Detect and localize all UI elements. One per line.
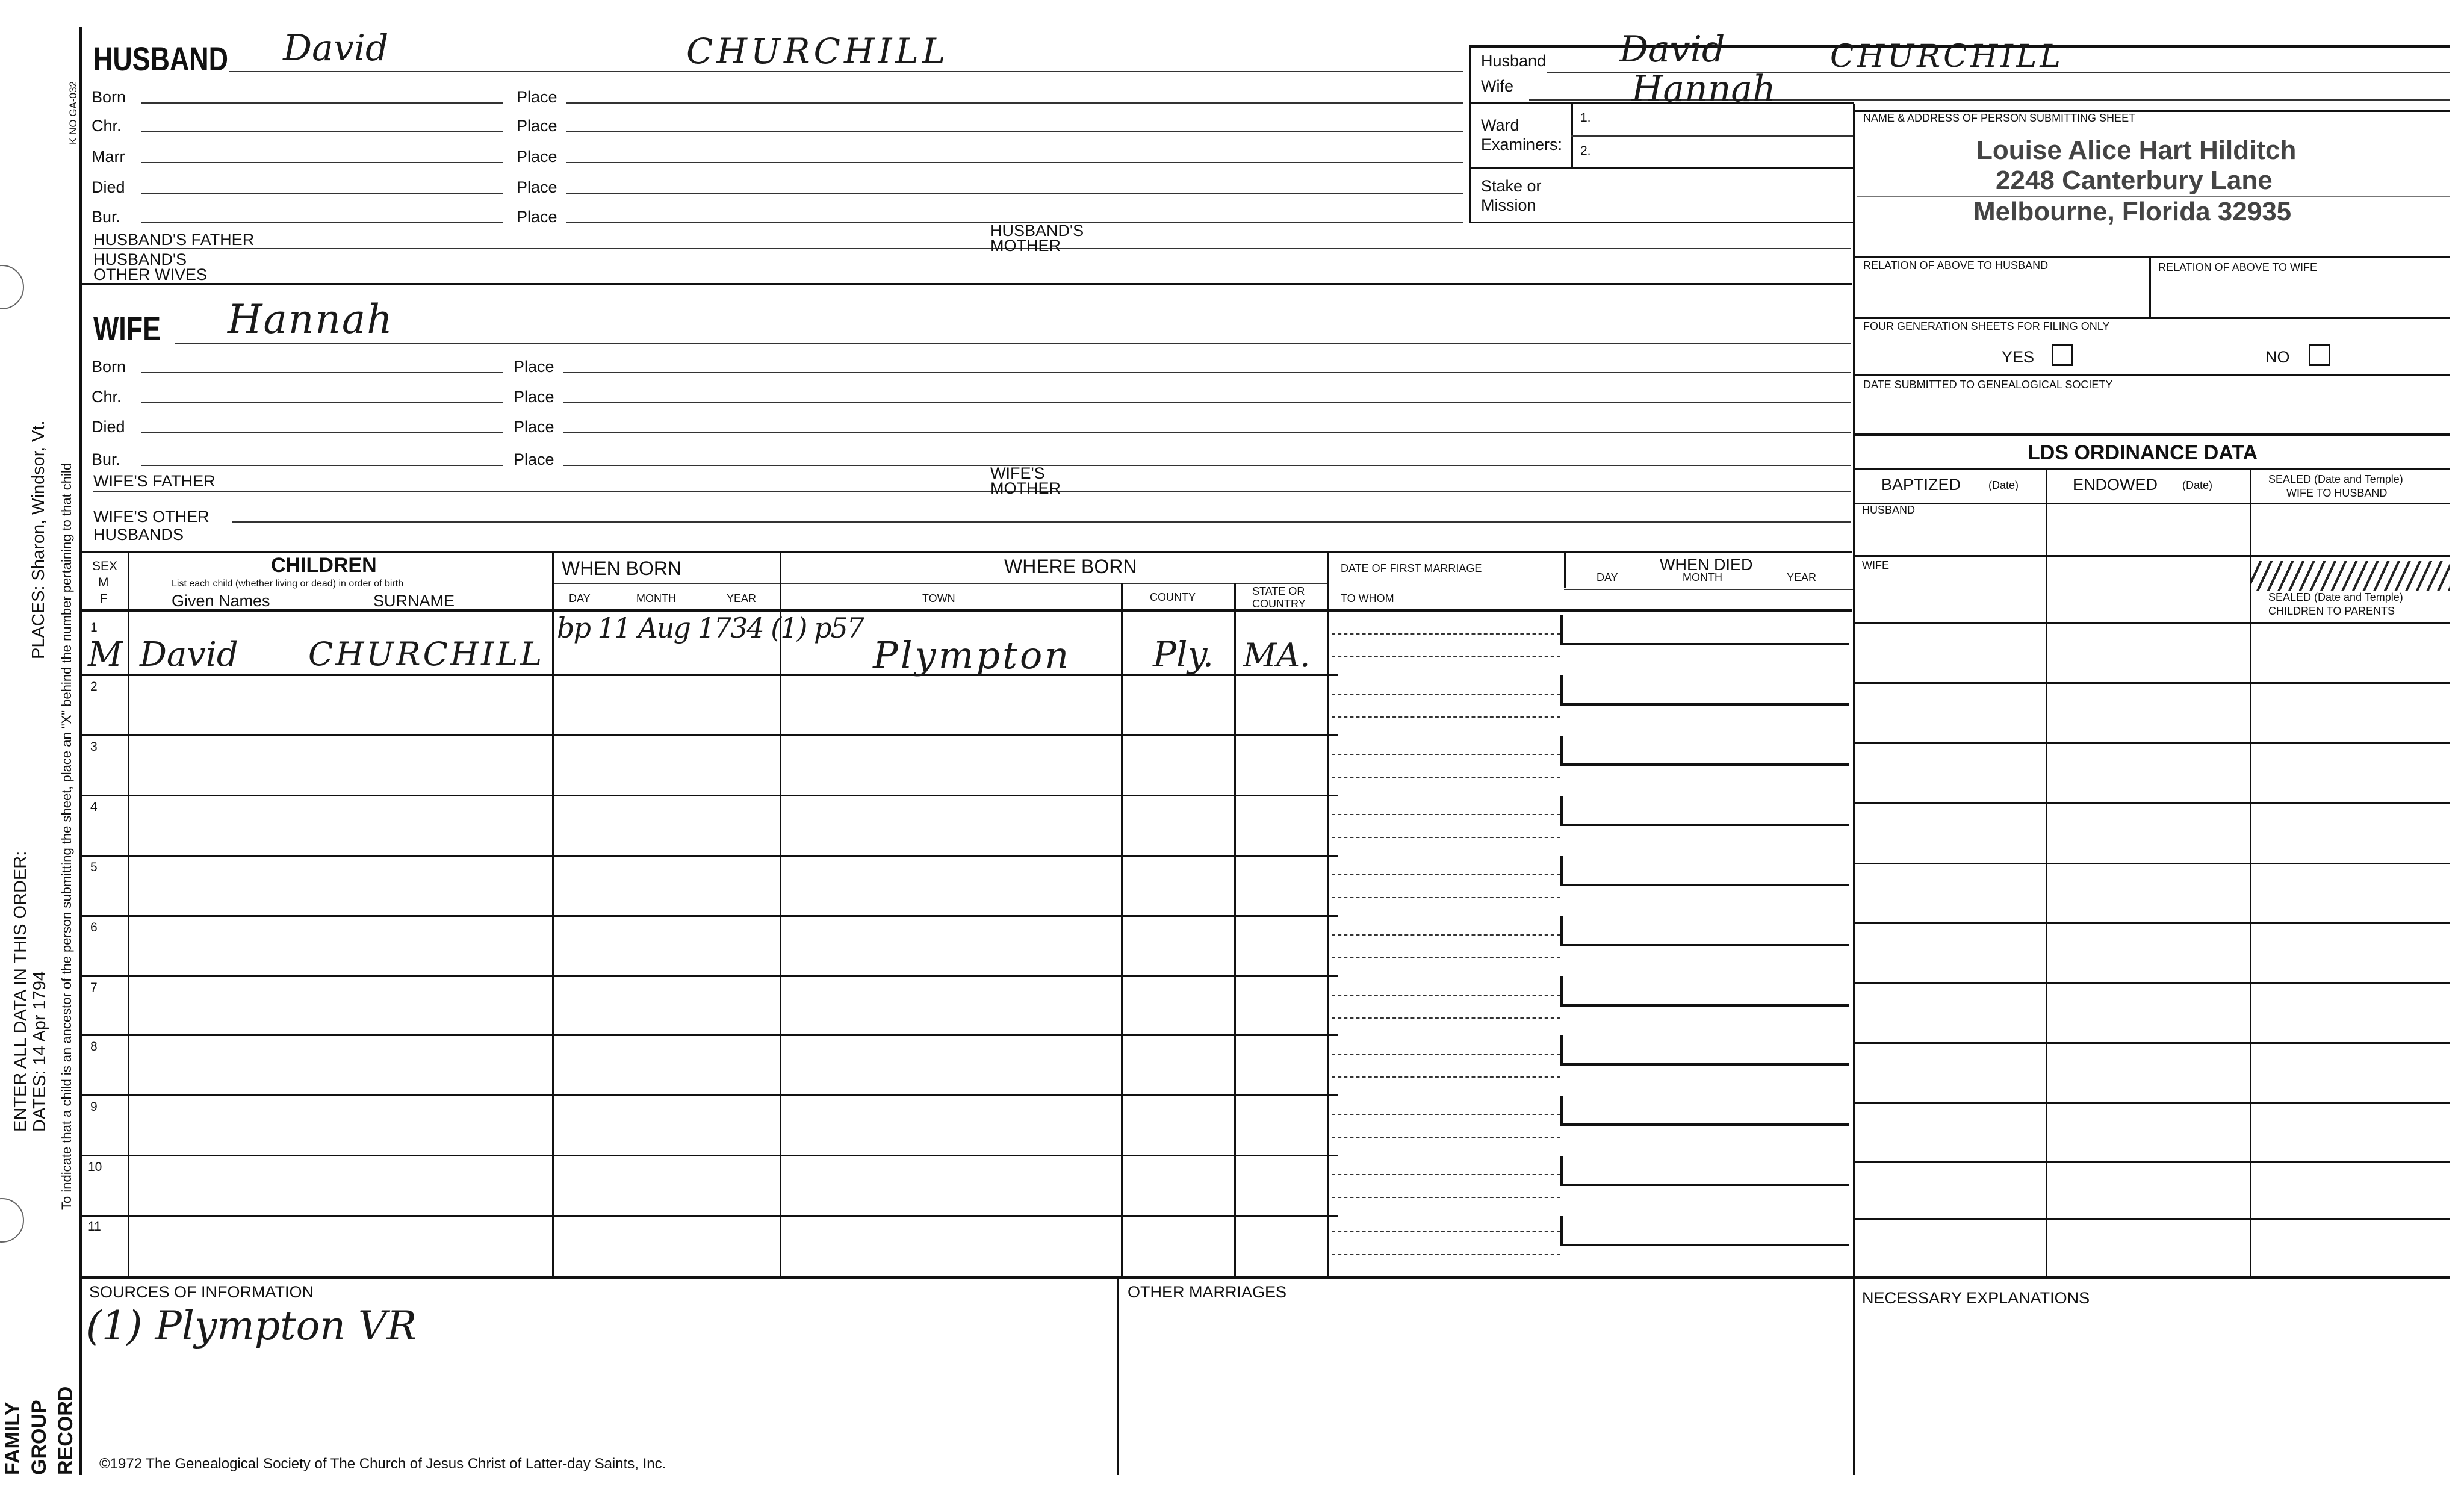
- date-submitted-top: [1853, 374, 2450, 376]
- row-2-to-whom-line: [1332, 716, 1560, 718]
- husbands-mother-label-1: HUSBAND'S: [990, 222, 1084, 240]
- other-marriages-label: OTHER MARRIAGES: [1128, 1283, 1287, 1301]
- necessary-explanations-label: NECESSARY EXPLANATIONS: [1862, 1289, 2090, 1307]
- dates-example: DATES: 14 Apr 1794: [30, 970, 49, 1132]
- child-1-when-born: bp 11 Aug 1734 (1) p57: [557, 612, 864, 644]
- row-5-marriage-date-line: [1332, 874, 1560, 875]
- col-to-whom-label: TO WHOM: [1341, 592, 1394, 604]
- col-line-born: [780, 551, 781, 1277]
- col-line-state: [1327, 551, 1329, 1277]
- husband-bur-line: [141, 222, 503, 223]
- row-6-died-bracket: [1560, 916, 1563, 946]
- lds-title: LDS ORDINANCE DATA: [2028, 441, 2258, 464]
- row-1-number: 1: [90, 621, 98, 635]
- row-7-died-line: [1560, 1004, 1849, 1007]
- row-5-to-whom-line: [1332, 897, 1560, 898]
- relation-divider: [2149, 256, 2151, 317]
- husband-chr-place-line: [566, 131, 1463, 132]
- family-title: FAMILY: [1, 1401, 24, 1475]
- fourgen-yes-checkbox[interactable]: [2052, 344, 2073, 366]
- husband-heading: HUSBAND: [93, 40, 228, 78]
- children-table-bottom: [79, 1276, 1854, 1279]
- child-row-sep-9: [79, 1155, 1338, 1156]
- col-died-year-label: YEAR: [1787, 571, 1817, 583]
- row-7-number: 7: [90, 981, 98, 995]
- lds-header-bottom: [1853, 503, 2450, 504]
- row-6-marriage-date-line: [1332, 934, 1560, 936]
- wifes-mother-label-1: WIFE'S: [990, 464, 1045, 482]
- lds-sealed-children-2: CHILDREN TO PARENTS: [2268, 605, 2395, 617]
- relation-top: [1853, 256, 2450, 258]
- wife-bur-label: Bur.: [92, 450, 121, 468]
- row-4-to-whom-line: [1332, 837, 1560, 838]
- wife-born-place-label: Place: [514, 358, 554, 376]
- wife-chr-line: [141, 402, 503, 403]
- row-2-died-bracket: [1560, 675, 1563, 706]
- row-8-to-whom-line: [1332, 1076, 1560, 1078]
- wife-bur-place-label: Place: [514, 450, 554, 468]
- hb-examiner-1: 1.: [1580, 111, 1591, 125]
- child-1-given-name: David: [140, 635, 238, 674]
- col-town-label: TOWN: [922, 592, 955, 604]
- relation-husband-label: RELATION OF ABOVE TO HUSBAND: [1863, 259, 2049, 272]
- submitter-name: Louise Alice Hart Hilditch: [1976, 135, 2297, 165]
- indicate-instruction: To indicate that a child is an ancestor of the person submitting the sheet, place an "X" behind the number pertaining to that child: [59, 462, 74, 1210]
- fourgen-top: [1853, 317, 2450, 319]
- fourgen-no-label: NO: [2265, 348, 2290, 366]
- header-box-left: [1469, 45, 1471, 223]
- wife-died-label: Died: [92, 418, 125, 436]
- record-title: RECORD: [54, 1386, 77, 1475]
- hb-wife-label: Wife: [1481, 77, 1513, 95]
- left-border: [79, 27, 82, 1475]
- child-1-town: Plympton: [873, 633, 1072, 677]
- enter-data-instruction: ENTER ALL DATA IN THIS ORDER:: [11, 851, 30, 1132]
- husband-marr-place-line: [566, 162, 1463, 163]
- lds-row-7: [1853, 982, 2450, 984]
- wifes-other-husbands-line: [232, 521, 1851, 523]
- husband-born-place-label: Place: [517, 88, 557, 106]
- lds-row-5: [1853, 863, 2450, 864]
- col-died-day-label: DAY: [1597, 571, 1618, 583]
- wife-chr-place-line: [563, 402, 1851, 403]
- row-4-died-bracket: [1560, 796, 1563, 826]
- col-when-born-label: WHEN BORN: [562, 557, 682, 579]
- lds-baptized-date: (Date): [1988, 479, 2019, 491]
- husband-died-line: [141, 193, 503, 194]
- col-line-county: [1234, 583, 1236, 1277]
- hb-examiner-1-line: [1571, 135, 1854, 137]
- col-line-marriage: [1564, 551, 1566, 588]
- col-month-label: MONTH: [636, 592, 676, 604]
- row-5-died-line: [1560, 884, 1849, 886]
- husband-given-name: David: [283, 27, 389, 69]
- wife-born-label: Born: [92, 358, 126, 376]
- row-3-died-bracket: [1560, 736, 1563, 766]
- lds-row-11: [1853, 1218, 2450, 1220]
- row-1-marriage-date-line: [1332, 633, 1560, 635]
- row-2-died-line: [1560, 703, 1849, 706]
- wife-section-bottom: [79, 551, 1852, 553]
- wifes-mother-label-2: MOTHER: [990, 479, 1061, 497]
- hb-stake-label-1: Stake or: [1481, 177, 1542, 195]
- husband-chr-label: Chr.: [92, 117, 122, 135]
- hb-examiners-label: Examiners:: [1481, 135, 1563, 154]
- child-1-state: MA.: [1243, 636, 1311, 674]
- wife-born-line: [141, 372, 503, 373]
- lds-endowed: ENDOWED: [2073, 476, 2158, 494]
- row-11-died-line: [1560, 1244, 1849, 1246]
- husband-died-place-line: [566, 193, 1463, 194]
- husbands-mother-label-2: MOTHER: [990, 237, 1061, 255]
- col-day-label: DAY: [569, 592, 591, 604]
- row-3-died-line: [1560, 763, 1849, 766]
- row-7-died-bracket: [1560, 976, 1563, 1007]
- husband-marr-label: Marr: [92, 147, 125, 166]
- row-5-number: 5: [90, 860, 98, 874]
- row-2-marriage-date-line: [1332, 694, 1560, 695]
- husband-bur-label: Bur.: [92, 208, 121, 226]
- lds-row-10: [1853, 1161, 2450, 1163]
- fourgen-no-checkbox[interactable]: [2309, 344, 2330, 366]
- fourgen-label: FOUR GENERATION SHEETS FOR FILING ONLY: [1863, 320, 2110, 332]
- col-sex-label: SEX: [92, 559, 118, 573]
- where-born-underline: [781, 583, 1329, 584]
- row-9-died-bracket: [1560, 1096, 1563, 1126]
- husbands-other-wives-2: OTHER WIVES: [93, 265, 208, 284]
- lds-row-2: [1853, 682, 2450, 684]
- hb-stake-bottom: [1469, 222, 1854, 223]
- row-11-to-whom-line: [1332, 1254, 1560, 1255]
- lds-bottom: [1853, 1276, 2450, 1279]
- when-born-underline: [552, 583, 781, 584]
- hb-ward-label: Ward: [1481, 116, 1519, 134]
- husband-born-label: Born: [92, 88, 126, 106]
- husband-chr-line: [141, 131, 503, 132]
- binder-hole-bottom: [0, 1198, 24, 1243]
- fourgen-yes-label: YES: [2002, 348, 2035, 366]
- lds-wife-label: WIFE: [1862, 559, 1889, 571]
- row-8-died-bracket: [1560, 1035, 1563, 1066]
- child-row-sep-4: [79, 855, 1338, 857]
- col-when-died-label: WHEN DIED: [1660, 556, 1753, 574]
- child-row-sep-7: [79, 1034, 1338, 1036]
- wife-died-place-label: Place: [514, 418, 554, 436]
- lds-row-1: [1853, 622, 2450, 624]
- col-county-label: COUNTY: [1150, 591, 1196, 603]
- row-3-to-whom-line: [1332, 777, 1560, 778]
- col-line-name: [552, 551, 554, 1277]
- col-line-num: [128, 551, 129, 1277]
- wifes-other-husbands-1: WIFE'S OTHER: [93, 507, 209, 526]
- lds-sealed-children-1: SEALED (Date and Temple): [2268, 591, 2403, 603]
- row-10-died-line: [1560, 1184, 1849, 1186]
- husband-died-place-label: Place: [517, 178, 557, 196]
- col-died-month-label: MONTH: [1683, 571, 1722, 583]
- wife-died-place-line: [563, 432, 1851, 433]
- husband-marr-place-label: Place: [517, 147, 557, 166]
- lds-husband-label: HUSBAND: [1862, 504, 1916, 516]
- col-children-label: CHILDREN: [271, 554, 377, 577]
- col-children-instruction: List each child (whether living or dead) in order of birth: [172, 579, 404, 589]
- row-6-to-whom-line: [1332, 957, 1560, 958]
- husband-chr-place-label: Place: [517, 117, 557, 135]
- hb-husband-given: David: [1619, 28, 1725, 70]
- row-7-to-whom-line: [1332, 1017, 1560, 1019]
- col-state-label-1: STATE OR: [1252, 585, 1305, 597]
- group-title: GROUP: [28, 1400, 51, 1475]
- husband-surname: CHURCHILL: [686, 31, 949, 72]
- lds-sealed-1: SEALED (Date and Temple): [2268, 473, 2403, 485]
- right-column-divider: [1853, 104, 1855, 1475]
- row-9-marriage-date-line: [1332, 1114, 1560, 1115]
- hb-stake-label-2: Mission: [1481, 196, 1536, 214]
- husbands-parents-line: [93, 248, 1851, 249]
- row-10-marriage-date-line: [1332, 1174, 1560, 1175]
- submitter-street: 2248 Canterbury Lane: [1996, 166, 2273, 195]
- row-1-to-whom-line: [1332, 656, 1560, 657]
- submitter-city: Melbourne, Florida 32935: [1973, 197, 2292, 226]
- wife-name-line: [175, 343, 1851, 344]
- lds-baptized: BAPTIZED: [1881, 476, 1961, 494]
- hb-examiners-bottom: [1469, 167, 1854, 169]
- husband-bur-place-label: Place: [517, 208, 557, 226]
- lds-row-6: [1853, 922, 2450, 924]
- hb-wife-given: Hannah: [1631, 68, 1776, 110]
- lds-top: [1853, 433, 2450, 436]
- date-submitted-label: DATE SUBMITTED TO GENEALOGICAL SOCIETY: [1863, 379, 2113, 391]
- lds-title-bottom: [1853, 468, 2450, 470]
- row-10-number: 10: [88, 1160, 102, 1174]
- col-state-label-2: COUNTRY: [1252, 598, 1306, 610]
- child-row-sep-6: [79, 975, 1338, 977]
- row-3-number: 3: [90, 740, 98, 754]
- wife-died-line: [141, 432, 503, 433]
- col-line-town: [1121, 583, 1123, 1277]
- col-given-names-label: Given Names: [172, 592, 270, 610]
- wifes-parents-line: [93, 491, 1851, 492]
- row-11-died-bracket: [1560, 1216, 1563, 1246]
- row-4-died-line: [1560, 824, 1849, 826]
- wifes-other-husbands-2: HUSBANDS: [93, 526, 184, 544]
- wife-bur-place-line: [563, 465, 1851, 466]
- row-10-to-whom-line: [1332, 1197, 1560, 1198]
- husband-died-label: Died: [92, 178, 125, 196]
- lds-row-9: [1853, 1102, 2450, 1104]
- row-3-marriage-date-line: [1332, 754, 1560, 755]
- lds-husband-bottom: [1853, 555, 2450, 557]
- child-row-sep-2: [79, 734, 1338, 736]
- child-1-surname: CHURCHILL: [308, 635, 545, 673]
- row-11-number: 11: [88, 1220, 101, 1234]
- row-8-died-line: [1560, 1063, 1849, 1066]
- row-4-marriage-date-line: [1332, 814, 1560, 815]
- husband-marr-line: [141, 162, 503, 163]
- wife-born-place-line: [563, 372, 1851, 373]
- husband-born-place-line: [566, 102, 1463, 104]
- row-11-marriage-date-line: [1332, 1231, 1560, 1232]
- binder-hole-top: [0, 265, 24, 309]
- row-1-died-bracket: [1560, 615, 1563, 645]
- husbands-father-label: HUSBAND'S FATHER: [93, 231, 255, 249]
- col-m-label: M: [98, 576, 109, 589]
- lds-col-1: [2046, 468, 2047, 1277]
- other-marriages-divider: [1117, 1277, 1119, 1475]
- wife-bur-line: [141, 465, 503, 466]
- hb-husband-surname: CHURCHILL: [1830, 39, 2064, 75]
- wife-chr-label: Chr.: [92, 388, 122, 406]
- copyright: ©1972 The Genealogical Society of The Church of Jesus Christ of Latter-day Saints, Inc.: [99, 1456, 666, 1472]
- husbands-other-wives-1: HUSBAND'S: [93, 250, 187, 268]
- row-4-number: 4: [90, 800, 98, 814]
- submitter-line: [1857, 196, 2450, 197]
- row-10-died-bracket: [1560, 1156, 1563, 1186]
- when-died-underline: [1564, 589, 1853, 590]
- husband-born-line: [141, 102, 503, 104]
- lds-sealed-2: WIFE TO HUSBAND: [2286, 487, 2388, 499]
- col-first-marriage-label: DATE OF FIRST MARRIAGE: [1341, 562, 1482, 574]
- husband-section-bottom: [79, 283, 1852, 285]
- form-number: K NO GA-032: [67, 81, 79, 144]
- wife-given-name: Hannah: [228, 296, 394, 343]
- child-row-sep-10: [79, 1215, 1338, 1217]
- child-1-county: Ply.: [1153, 634, 1214, 675]
- lds-row-4: [1853, 802, 2450, 804]
- wifes-father-label: WIFE'S FATHER: [93, 472, 216, 490]
- hb-husband-label: Husband: [1481, 52, 1547, 70]
- children-header-bottom: [79, 609, 1852, 612]
- sources-label: SOURCES OF INFORMATION: [89, 1283, 314, 1301]
- col-year-label: YEAR: [727, 592, 757, 604]
- row-9-number: 9: [90, 1100, 98, 1114]
- child-row-sep-8: [79, 1094, 1338, 1096]
- relation-wife-label: RELATION OF ABOVE TO WIFE: [2158, 261, 2318, 273]
- row-8-marriage-date-line: [1332, 1054, 1560, 1055]
- col-surname-label: SURNAME: [373, 592, 455, 610]
- wife-heading: WIFE: [93, 309, 161, 347]
- row-9-died-line: [1560, 1123, 1849, 1126]
- lds-endowed-date: (Date): [2182, 479, 2213, 491]
- lds-row-8: [1853, 1042, 2450, 1044]
- row-6-number: 6: [90, 920, 98, 934]
- row-2-number: 2: [90, 680, 98, 694]
- child-row-sep-3: [79, 795, 1338, 796]
- submitter-label: NAME & ADDRESS OF PERSON SUBMITTING SHEET: [1863, 112, 2136, 124]
- lds-hatched-area: [2251, 561, 2450, 591]
- row-1-died-line: [1560, 643, 1849, 645]
- child-1-sex: M: [88, 635, 123, 674]
- hb-wife-bottom: [1469, 102, 1854, 104]
- row-8-number: 8: [90, 1040, 98, 1054]
- child-row-sep-5: [79, 915, 1338, 917]
- col-where-born-label: WHERE BORN: [1004, 556, 1137, 577]
- hb-examiner-2: 2.: [1580, 144, 1591, 158]
- row-7-marriage-date-line: [1332, 995, 1560, 996]
- child-row-sep-1: [79, 674, 1338, 676]
- places-example: PLACES: Sharon, Windsor, Vt.: [29, 420, 48, 659]
- row-6-died-line: [1560, 944, 1849, 946]
- col-f-label: F: [100, 592, 108, 606]
- row-9-to-whom-line: [1332, 1137, 1560, 1138]
- wife-chr-place-label: Place: [514, 388, 554, 406]
- row-5-died-bracket: [1560, 856, 1563, 886]
- sources-value: (1) Plympton VR: [86, 1303, 417, 1349]
- lds-row-3: [1853, 742, 2450, 744]
